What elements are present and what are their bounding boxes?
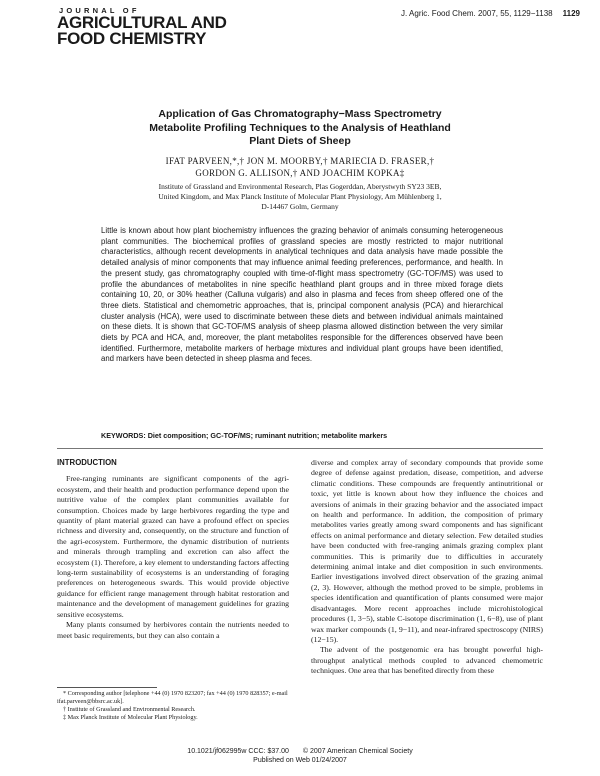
affiliations <box>80 182 520 212</box>
footnote: † Institute of Grassland and Environmental Research. <box>63 706 196 713</box>
citation-text: J. Agric. Food Chem. 2007, 55, 1129−1138 <box>401 9 553 18</box>
paragraph: diverse and complex array of secondary compounds that provide some degree of defense against predation, disease, competition, and adverse climatic conditions. These compounds are frequently antinutritional or toxic, yet little is known about how they influence the choices and aversions of animals in their grazing behavior and the associated impact on health and performance. In addition, the composition of primary metabolites varies greatly among sward components and has significant effects on animal performance and dietary selection. Few detailed studies have been conducted with free-ranging animals grazing complex plant communities. This is primarily due to difficulties in accurately determining animal intake and diet composition in such environments. Earlier investigations involved direct observation of the grazing animal (2, 3). However, although the method proved to be simple, problems in species identification and quantification of plants consumed were major disadvantages. More recent approaches include microhistological procedures (1, 3−5), stable C-isotope discrimination (1, 6−8), use of plant wax marker compounds (1, 9−11), and near-infrared spectroscopy (NIRS) (12−15). <box>311 458 543 644</box>
affiliation-line: D-14467 Golm, Germany <box>261 202 339 211</box>
journal-logo-line2: AGRICULTURAL AND <box>57 13 227 32</box>
paragraph: The advent of the postgenomic era has brought powerful high-throughput analytical methods coupled to advanced chemometric techniques. One area that has benefited directly from these <box>311 645 543 676</box>
published-date: Published on Web 01/24/2007 <box>253 757 347 764</box>
journal-logo-line1: JOURNAL OF <box>59 6 140 15</box>
footnote-divider <box>57 687 157 688</box>
right-column <box>311 458 543 677</box>
abstract: Little is known about how plant biochemistry influences the grazing behavior of animals consuming heterogeneous plant communities. The biochemical profiles of grassland species are mostly restricted to major nutritional characteristics, although recent developments in analytical techniques and data analysis have made possible the detailed analysis of minor components that may influence animal feeding preferences, performance, and health. In the present study, gas chromatography coupled with time-of-flight mass spectrometry (GC-TOF/MS) was used to profile the abundances of metabolites in nine specific heathland plant groups and in three mixed forage diets containing 10, 20, or 30% heather (Calluna vulgaris) and also in plasma and feces from sheep offered one of the three diets. Statistical and chemometric approaches, that is, principal component analysis (PCA) and hierarchical cluster analysis (HCA), were used to discriminate between these diets and between individual animals maintained on these diets. It is shown that GC-TOF/MS analysis of sheep plasma allowed distinction between the very similar diets by PCA and HCA, and, moreover, the plant metabolites responsible for the differences observed have been identified. Furthermore, metabolite markers of herbage mixtures and individual plant groups have been identified, and markers have been detected in sheep plasma and feces. <box>101 226 503 364</box>
section-heading: INTRODUCTION <box>57 458 117 467</box>
author-list <box>60 155 540 179</box>
article-title <box>80 108 520 149</box>
doi-text: 10.1021/jf062995w CCC: $37.00 <box>187 748 289 755</box>
footnotes <box>57 690 289 722</box>
title-line: Plant Diets of Sheep <box>249 135 351 147</box>
title-line: Metabolite Profiling Techniques to the Analysis of Heathland <box>149 121 451 134</box>
author-line: GORDON G. ALLISON,† AND JOACHIM KOPKA‡ <box>195 168 405 178</box>
journal-logo-line3: FOOD CHEMISTRY <box>57 29 207 48</box>
paragraph: Many plants consumed by herbivores contain the nutrients needed to meet basic requirements, but they can also contain a <box>57 620 289 640</box>
footnote: * Corresponding author [telephone +44 (0) 1970 823207; fax +44 (0) 1970 828357; e-mail ifat.parveen@bbsrc.ac.uk]. <box>57 690 288 705</box>
author-line: IFAT PARVEEN,*,† JON M. MOORBY,† MARIECIA D. FRASER,† <box>165 156 435 166</box>
affiliation-line: United Kingdom, and Max Planck Institute of Molecular Plant Physiology, Am Mühlenberg 1, <box>158 192 442 201</box>
page-number: 1129 <box>562 9 580 18</box>
title-line: Application of Gas Chromatography−Mass Spectrometry <box>158 108 442 120</box>
paragraph: Free-ranging ruminants are significant components of the agri-ecosystem, and their health and production performance depend upon the nutritive value of the complex plant communities available for consumption. Choices made by large herbivores regarding the type and quantity of plant material grazed can have a profound effect on species richness and diversity and, consequently, on the structure and function of the agri-ecosystem. Furthermore, the dynamic distribution of nutrients and minerals through trampling and excretion can also affect the ecosystem (1). Therefore, a key element to understanding factors affecting long-term sustainability of ecosystems is an understanding of foraging preferences on heterogeneous swards. This would provide objective guidance for efficient range management through habitat restoration and maintenance and the development of management guidelines for grazing sensitive ecosystems. <box>57 474 290 619</box>
journal-logo <box>57 6 227 47</box>
affiliation-line: Institute of Grassland and Environmental Research, Plas Gogerddan, Aberystwyth SY23 3EB, <box>158 182 442 191</box>
copyright-text: © 2007 American Chemical Society <box>302 748 413 755</box>
left-column <box>57 458 289 641</box>
citation-header <box>401 9 580 18</box>
section-divider <box>57 448 543 449</box>
page-footer <box>0 747 600 765</box>
footnote: ‡ Max Planck Institute of Molecular Plant Physiology. <box>63 714 198 721</box>
keywords: KEYWORDS: Diet composition; GC-TOF/MS; ruminant nutrition; metabolite markers <box>101 431 388 440</box>
